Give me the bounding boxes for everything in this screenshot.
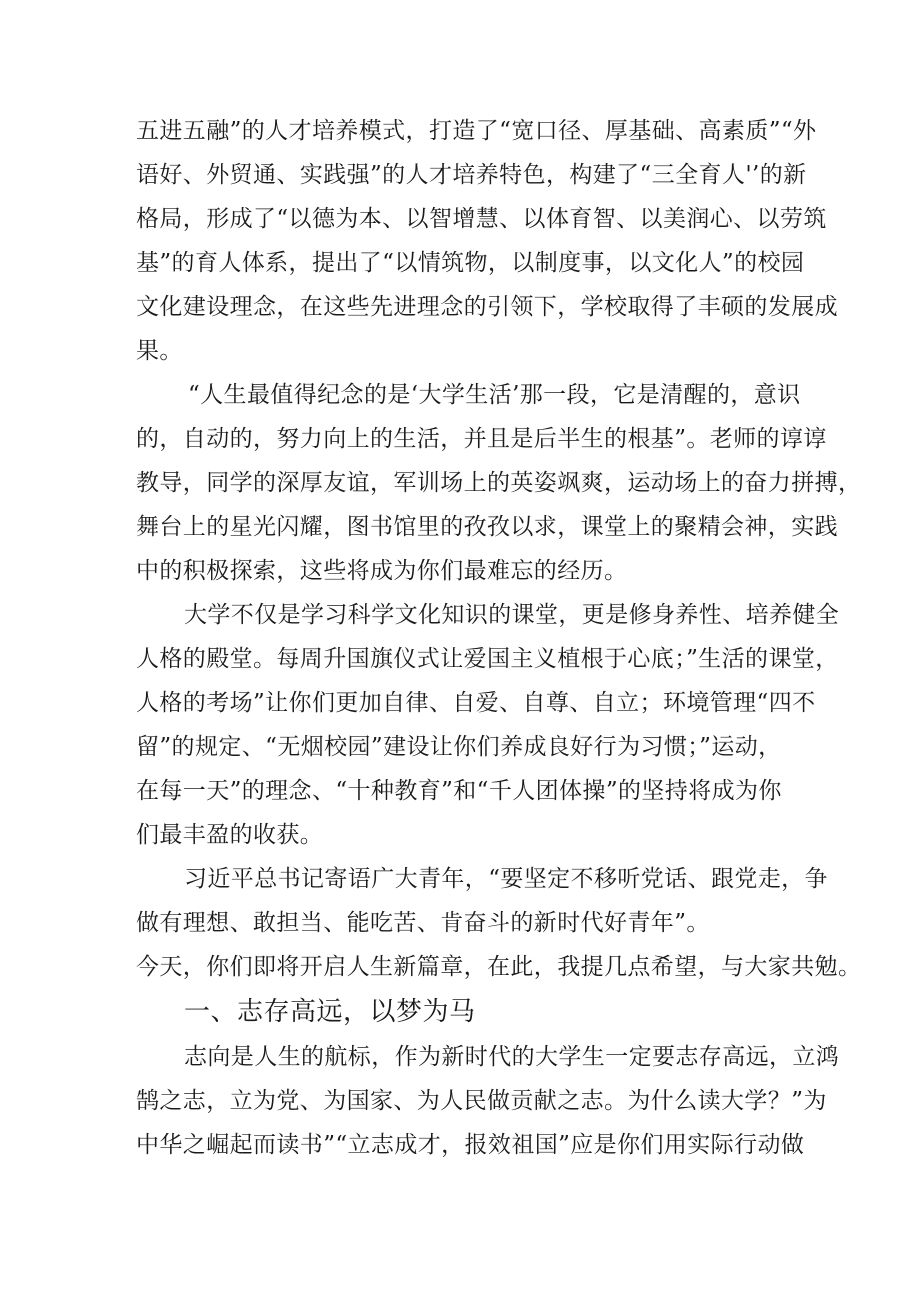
text-line: 教导，同学的深厚友谊，军训场上的英姿飒爽，运动场上的奋力拼搏， (136, 470, 862, 496)
text-line: 在每一天”的理念、“十种教育”和“千人团体操”的坚持将成为你 (136, 778, 782, 804)
text-line: 人格的考场”让你们更加自律、自爱、自尊、自立；环境管理“四不 (136, 690, 816, 716)
text-line: 习近平总书记寄语广大青年，“要坚定不移听党话、跟党走，争 (184, 866, 828, 892)
text-line: 语好、外贸通、实践强”的人才培养特色，构建了“三全育人'’的新 (136, 162, 807, 188)
text-line: 基”的育人体系，提出了“以情筑物，以制度事，以文化人”的校园 (136, 250, 805, 276)
text-line: 中的积极探索，这些将成为你们最难忘的经历。 (136, 558, 628, 584)
text-line: 大学不仅是学习科学文化知识的课堂，更是修身养性、培养健全 (184, 602, 840, 628)
text-line: 文化建设理念，在这些先进理念的引领下，学校取得了丰硕的发展成 (136, 294, 838, 320)
text-line: 们最丰盈的收获。 (136, 822, 324, 848)
text-line: 的，自动的，努力向上的生活，并且是后半生的根基”。老师的谆谆 (136, 426, 827, 452)
text-line: 中华之崛起而读书”“立志成才，报效祖国”应是你们用实际行动做 (136, 1132, 805, 1158)
text-line: 留”的规定、“无烟校园”建设让你们养成良好行为习惯；”运动， (136, 734, 782, 760)
text-line: 鹄之志，立为党、为国家、为人民做贡献之志。为什么读大学？”为 (136, 1088, 827, 1114)
text-line: 五进五融”的人才培养模式，打造了“宽口径、厚基础、高素质”“外 (136, 118, 817, 144)
text-line: 格局，形成了“以德为本、以智增慧、以体育智、以美润心、以劳筑 (136, 206, 827, 232)
text-line: 今天，你们即将开启人生新篇章，在此，我提几点希望，与大家共勉。 (136, 954, 862, 980)
text-line: 果。 (136, 338, 183, 364)
text-line: 人格的殿堂。每周升国旗仪式让爱国主义植根于心底；”生活的课堂， (136, 646, 839, 672)
text-line: 志向是人生的航标，作为新时代的大学生一定要志存高远，立鸿 (184, 1044, 840, 1070)
text-line: “人生最值得纪念的是‘大学生活’那一段，它是清醒的，意识 (188, 382, 801, 408)
text-line: 做有理想、敢担当、能吃苦、肯奋斗的新时代好青年”。 (136, 910, 710, 936)
section-heading: 一、志存高远，以梦为马 (184, 997, 476, 1027)
text-line: 舞台上的星光闪耀，图书馆里的孜孜以求，课堂上的聚精会神，实践 (136, 514, 838, 540)
